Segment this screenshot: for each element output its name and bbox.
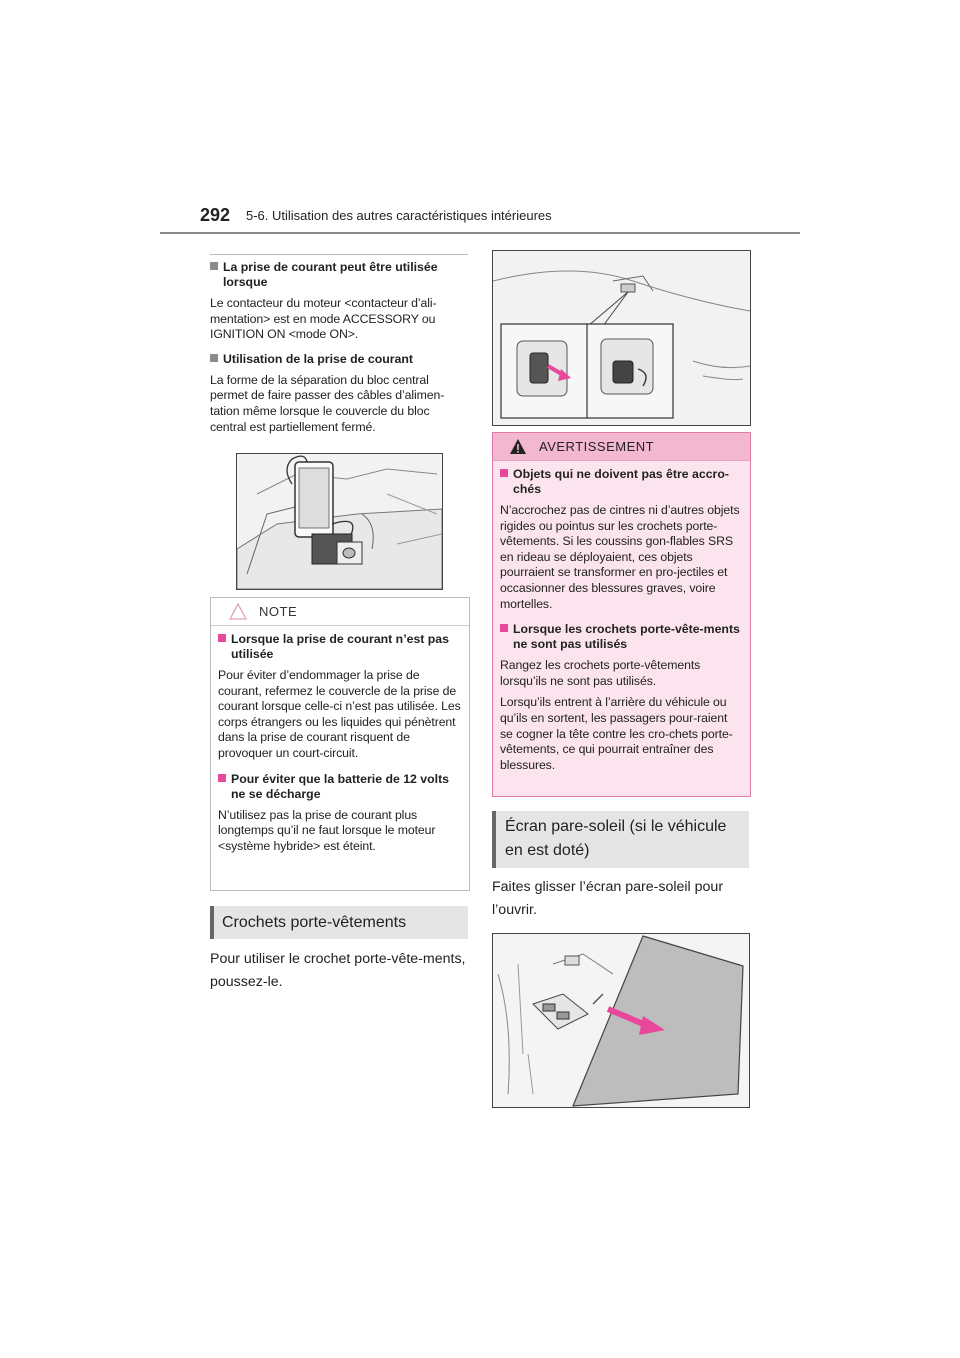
square-bullet-icon [218, 774, 226, 782]
divider [210, 254, 468, 255]
subheading: Objets qui ne doivent pas être accro-chés [500, 467, 743, 497]
paragraph: Le contacteur du moteur <contacteur d’ali-mentation> est en mode ACCESSORY ou IGNITION ON <mode ON>. [210, 296, 437, 342]
note-box [210, 597, 470, 891]
paragraph: Rangez les crochets porte-vêtements lorsqu’ils ne sont pas utilisés. [500, 658, 701, 688]
sunshade-illustration [492, 933, 750, 1108]
header-rule [160, 232, 800, 234]
square-bullet-icon [500, 469, 508, 477]
subheading: Lorsque les crochets porte-vête-ments ne sont pas utilisés [500, 622, 743, 652]
paragraph: N’accrochez pas de cintres ni d’autres objets rigides ou pointus sur les crochets porte-vêtements. Si les coussins gon-flables SRS en rideau se déployaient, ces objets pourraient se transformer en pro-jectiles et occasionner des blessures graves, voire mortelles. [500, 503, 740, 611]
square-bullet-icon [218, 634, 226, 642]
hooks-instruction: Pour utiliser le crochet porte-vête-ments, poussez-le. [210, 951, 466, 990]
section-title: 5-6. Utilisation des autres caractéristiques intérieures [246, 208, 552, 223]
warning-triangle-icon [509, 438, 527, 455]
caution-triangle-icon [229, 603, 247, 620]
square-bullet-icon [210, 262, 218, 270]
paragraph: La forme de la séparation du bloc central permet de faire passer des câbles d’alimen-tation même lorsque le couvercle du bloc central est partiellement fermé. [210, 372, 445, 434]
subheading: Lorsque la prise de courant n’est pas utilisée [218, 632, 462, 662]
page-number: 292 [200, 205, 231, 225]
clothes-hook-illustration [492, 250, 751, 426]
sunshade-instruction: Faites glisser l’écran pare-soleil pour l’ouvrir. [492, 879, 724, 918]
square-bullet-icon [500, 624, 508, 632]
power-outlet-section [210, 260, 468, 435]
subheading: Pour éviter que la batterie de 12 volts ne se décharge [218, 772, 462, 802]
paragraph: Pour éviter d’endommager la prise de courant, refermez le couvercle de la prise de courant lorsque celle-ci n’est pas utilisée. Les corps étrangers ou les liquides qui pénètrent dans la prise de courant risquent de provoquer un court-circuit. [218, 668, 461, 760]
warning-title: AVERTISSEMENT [539, 439, 655, 454]
warning-box [492, 432, 751, 797]
note-header [211, 598, 469, 626]
section-heading-sunshade: Écran pare-soleil (si le véhicule en est doté) [492, 811, 749, 868]
note-title: NOTE [259, 604, 298, 619]
warning-header [493, 433, 750, 461]
subheading: La prise de courant peut être utilisée lorsque [210, 260, 468, 290]
subheading: Utilisation de la prise de courant [210, 352, 468, 367]
section-heading-hooks: Crochets porte-vêtements [210, 906, 468, 939]
center-console-illustration [236, 453, 443, 590]
paragraph: Lorsqu’ils entrent à l’arrière du véhicule ou qu’ils en sortent, les passagers pour-raient se cogner la tête contre les cro-chets porte-vêtements, ce qui pourrait entraîner des blessures. [500, 695, 733, 772]
paragraph: N’utilisez pas la prise de courant plus longtemps qu’il ne faut lorsque le moteur <système hybride> est éteint. [218, 807, 436, 853]
square-bullet-icon [210, 354, 218, 362]
